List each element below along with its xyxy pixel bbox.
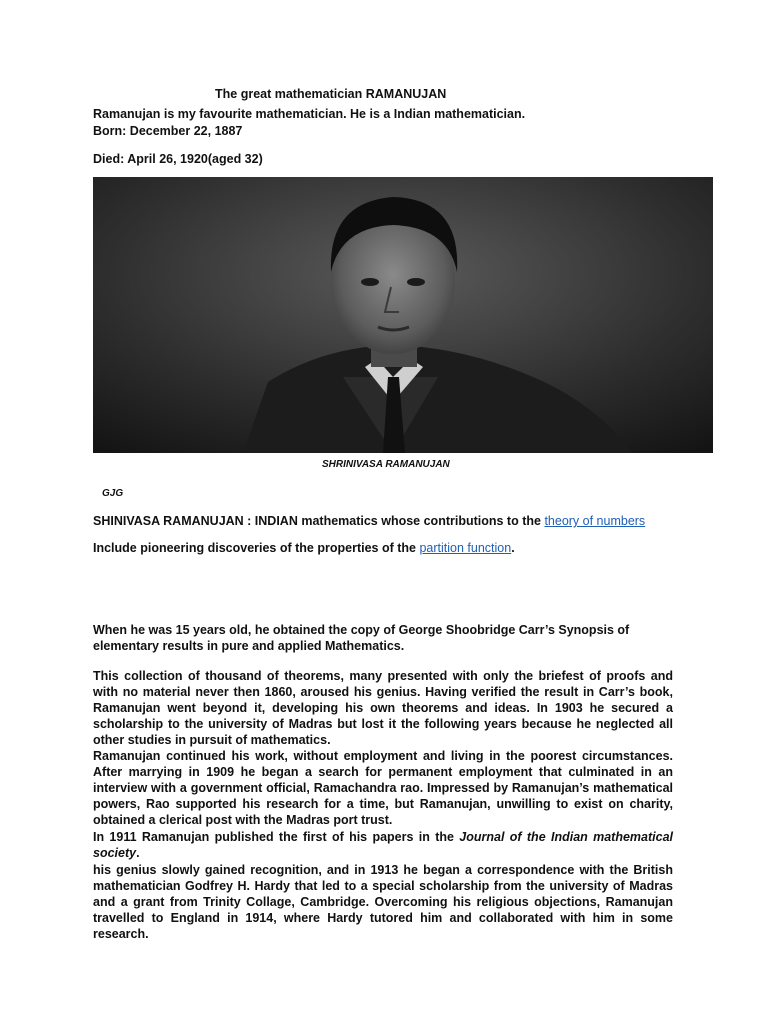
contributions-lead: SHINIVASA RAMANUJAN : INDIAN mathematics whose contributions to the xyxy=(93,514,545,528)
paragraph-genius: his genius slowly gained recognition, and in 1913 he began a correspondence with the British mathematician Godfrey H. Hardy that led to a special scholarship from the university of Madras and a grant from Trinity Collage, Cambridge. Overcoming his religious objections, Ramanujan travelled to England in 1914, where Hardy tutored him and collaborated with him in some research. xyxy=(93,863,673,941)
contributions-line xyxy=(93,513,645,529)
portrait-photo xyxy=(93,177,713,453)
photo-caption: SHRINIVASA RAMANUJAN xyxy=(322,459,450,470)
page-title: The great mathematician RAMANUJAN xyxy=(215,87,447,101)
born-line: Born: December 22, 1887 xyxy=(93,124,243,138)
paragraph-obtained: When he was 15 years old, he obtained the copy of George Shoobridge Carr’s Synopsis of elementary results in pure and applied Mathematics. xyxy=(93,623,630,653)
theory-of-numbers-link[interactable]: theory of numbers xyxy=(544,514,646,528)
paragraph-continued: Ramanujan continued his work, without employment and living in the poorest circumstances. After marrying in 1909 he began a search for permanent employment that culminated in an interview with a government official, Ramachandra rao. Impressed by Ramanujan’s mathematical powers, Rao supported his research for a time, but Ramanujan, unwilling to exist on charity, obtained a clerical post with the Madras port trust. xyxy=(93,749,673,827)
journal-title: Journal of the Indian mathematical society xyxy=(93,830,673,860)
partition-prefix: Include pioneering discoveries of the properties of the xyxy=(93,541,420,555)
intro-line: Ramanujan is my favourite mathematician. He is a Indian mathematician. xyxy=(93,107,526,121)
partition-suffix: . xyxy=(511,541,515,555)
portrait-image xyxy=(93,177,713,453)
died-line: Died: April 26, 1920(aged 32) xyxy=(93,152,263,166)
photo-credit: GJG xyxy=(102,488,124,499)
paragraph-collection: This collection of thousand of theorems, many presented with only the briefest of proofs and with no material never then 1860, aroused his genius. Having verified the result in Carr’s book, Ramanujan went beyond it, developing his own theorems and ideas. In 1903 he secured a scholarship to the university of Madras but lost it the following years because he neglected all other studies in pursuit of mathematics. xyxy=(93,669,673,747)
partition-function-link[interactable]: partition function xyxy=(419,541,512,555)
published-suffix: . xyxy=(136,846,140,860)
partition-line xyxy=(93,540,515,556)
published-prefix: In 1911 Ramanujan published the first of his papers in the xyxy=(93,830,460,844)
paragraph-published xyxy=(93,829,673,861)
